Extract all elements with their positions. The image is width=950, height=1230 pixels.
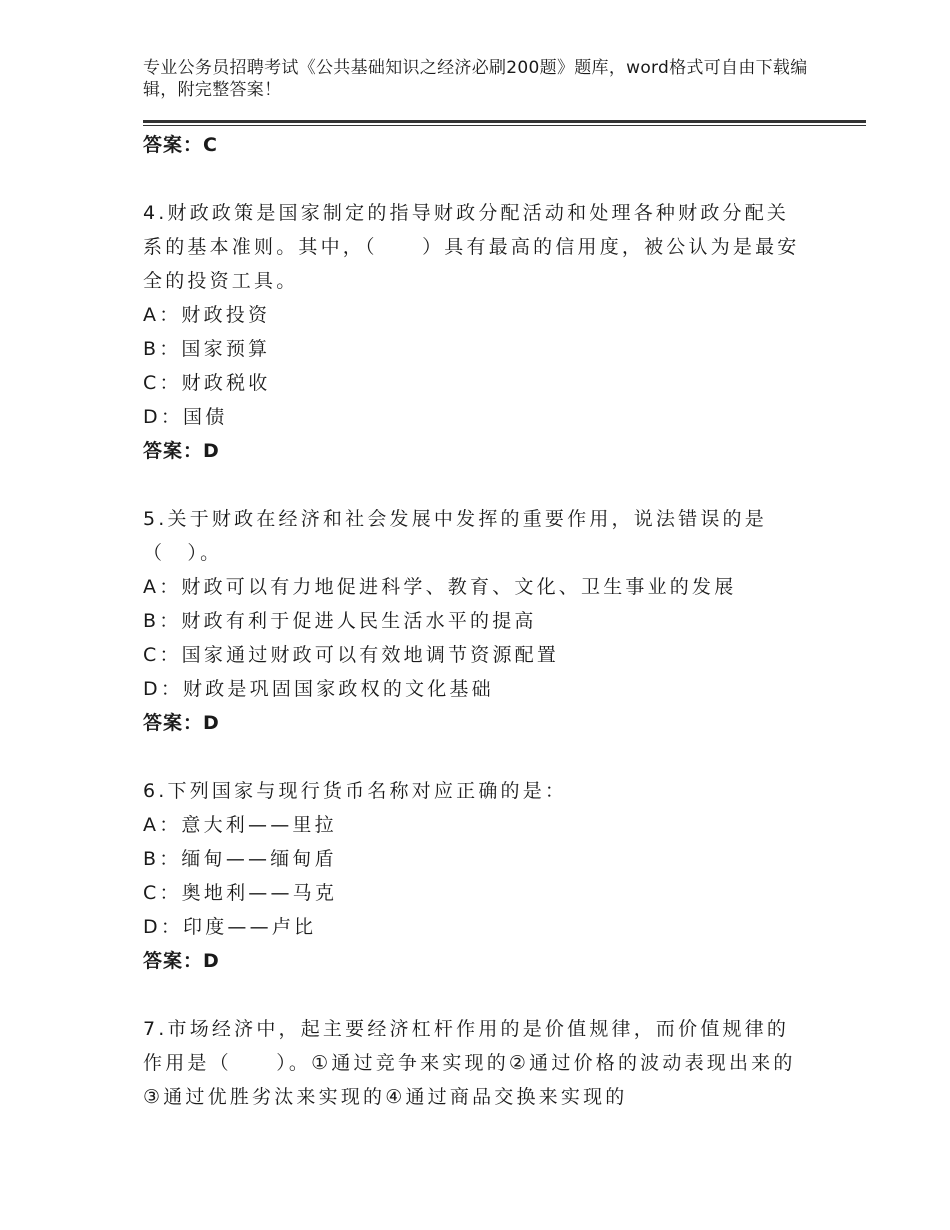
- question-4: [143, 196, 803, 468]
- question-5: [143, 502, 803, 740]
- answer-label: 答案：D: [143, 440, 220, 462]
- option-c: C：奥地利——马克: [143, 882, 338, 904]
- question-list: [143, 128, 803, 1114]
- question-stem: 7.市场经济中，起主要经济杠杆作用的是价值规律，而价值规律的作用是（ ）。①通过竞争来实现的②通过价格的波动表现出来的③通过优胜劣汰来实现的④通过商品交换来实现的: [143, 1018, 796, 1108]
- option-a: A：财政可以有力地促进科学、教育、文化、卫生事业的发展: [143, 576, 737, 598]
- question-6: [143, 774, 803, 978]
- answer-label: 答案：C: [143, 134, 218, 156]
- answer-label: 答案：D: [143, 712, 220, 734]
- page-header: 专业公务员招聘考试《公共基础知识之经济必刷200题》题库，word格式可自由下载编辑，附完整答案！: [143, 58, 808, 100]
- option-c: C：财政税收: [143, 372, 271, 394]
- option-c: C：国家通过财政可以有效地调节资源配置: [143, 644, 560, 666]
- option-b: B：缅甸——缅甸盾: [143, 848, 337, 870]
- option-d: D：国债: [143, 406, 228, 428]
- option-d: D：印度——卢比: [143, 916, 317, 938]
- option-a: A：意大利——里拉: [143, 814, 337, 836]
- option-b: B：财政有利于促进人民生活水平的提高: [143, 610, 537, 632]
- header-rule: [143, 120, 866, 123]
- answer-label: 答案：D: [143, 950, 220, 972]
- option-d: D：财政是巩固国家政权的文化基础: [143, 678, 494, 700]
- question-stem: 6.下列国家与现行货币名称对应正确的是：: [143, 780, 568, 802]
- option-b: B：国家预算: [143, 338, 271, 360]
- question-7: [143, 1012, 803, 1114]
- question-stem: 5.关于财政在经济和社会发展中发挥的重要作用，说法错误的是（ ）。: [143, 508, 767, 564]
- option-a: A：财政投资: [143, 304, 271, 326]
- question-stem: 4.财政政策是国家制定的指导财政分配活动和处理各种财政分配关系的基本准则。其中，（ ）具有最高的信用度，被公认为是最安全的投资工具。: [143, 202, 800, 292]
- header-rule-thin: [143, 125, 866, 126]
